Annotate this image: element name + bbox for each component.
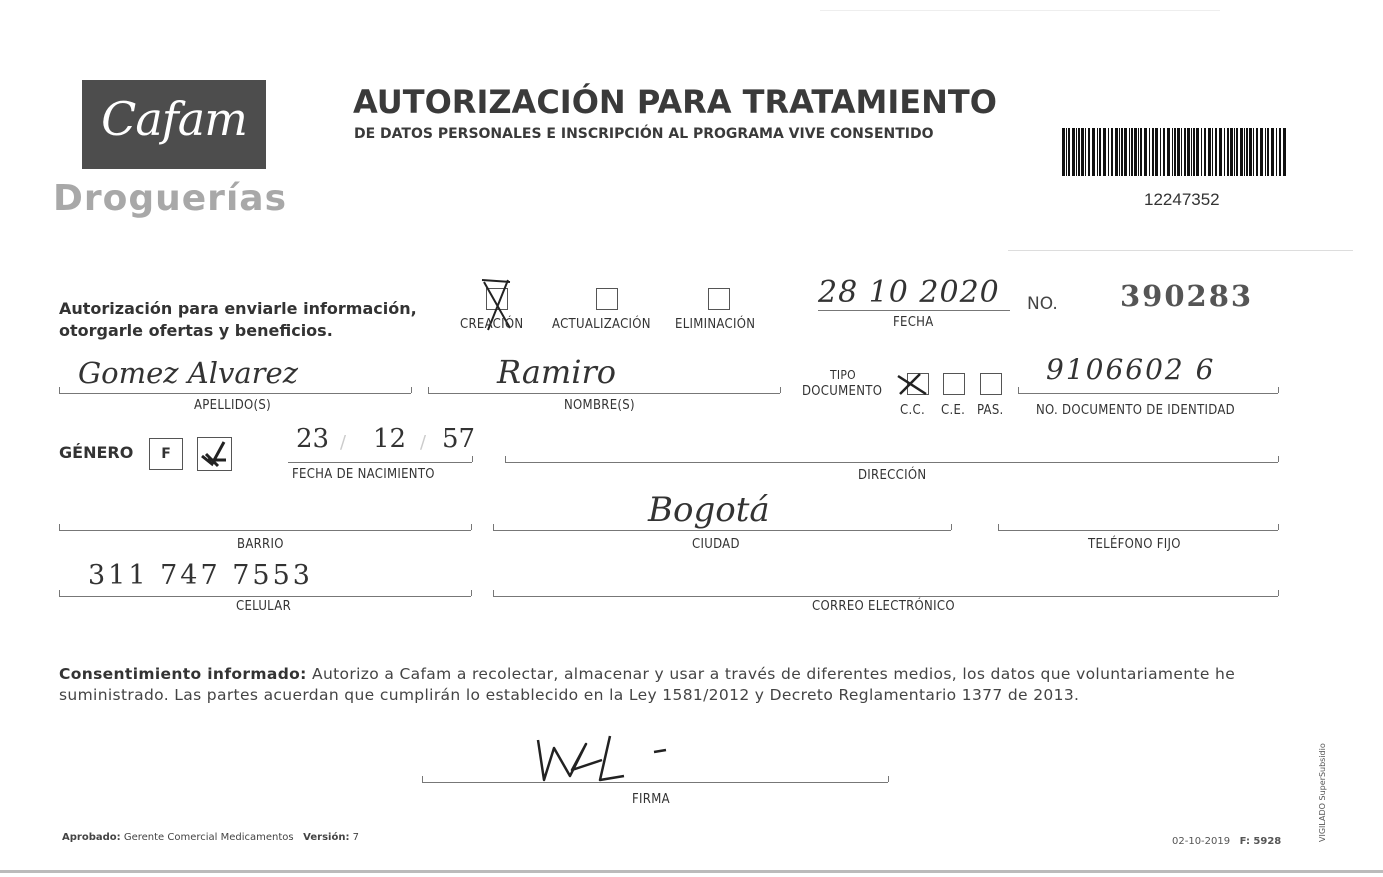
- nacimiento-year: 57: [442, 424, 476, 454]
- ciudad-underline: [493, 530, 951, 531]
- telefono-label: TELÉFONO FIJO: [1088, 537, 1181, 552]
- nacimiento-month: 12: [373, 424, 407, 454]
- nombres-label: NOMBRE(S): [564, 398, 635, 413]
- field-tick: [780, 387, 781, 393]
- celular-label: CELULAR: [236, 599, 292, 614]
- genero-f-box[interactable]: F: [149, 438, 183, 470]
- tipo-label: TIPO: [830, 368, 856, 382]
- field-tick: [59, 524, 60, 530]
- nacimiento-underline: [288, 462, 472, 463]
- nombres-value: Ramiro: [497, 353, 617, 391]
- barrio-underline: [59, 530, 471, 531]
- consent-lead: Consentimiento informado:: [59, 665, 307, 683]
- field-tick: [493, 590, 494, 596]
- authorization-text-line2: otorgarle ofertas y beneficios.: [59, 321, 333, 340]
- barcode-number: 12247352: [1144, 190, 1220, 209]
- apellidos-value: Gomez Alvarez: [78, 356, 298, 390]
- consent-text: Autorizo a Cafam a recolectar, almacenar y usar a través de diferentes medios, los datos que voluntariamente he suministrado. Las partes acuerdan que cumplirán lo establecido en la Ley 1581/2012 y Decreto Reglamentario 1377 de 2013.: [59, 665, 1236, 704]
- field-tick: [411, 387, 412, 393]
- aprobado-value: Gerente Comercial Medicamentos: [123, 832, 294, 843]
- barcode-image: [1062, 128, 1288, 176]
- nacimiento-label: FECHA DE NACIMIENTO: [292, 467, 435, 482]
- footer-date-code: 02-10-2019: [1172, 836, 1231, 847]
- apellidos-underline: [59, 393, 411, 394]
- field-tick: [472, 456, 473, 462]
- version-value: 7: [352, 832, 360, 843]
- footer-form-code: F: 5928: [1239, 836, 1282, 847]
- field-tick: [1018, 387, 1019, 393]
- ciudad-value: Bogotá: [648, 490, 770, 530]
- page-edge: [0, 870, 1383, 873]
- field-tick: [998, 524, 999, 530]
- field-tick: [1278, 456, 1279, 462]
- ciudad-label: CIUDAD: [692, 537, 740, 552]
- brand-subtitle: Droguerías: [53, 178, 287, 219]
- creacion-label: CREACIÓN: [460, 317, 524, 332]
- correo-underline: [493, 596, 1278, 597]
- signature-scribble: [530, 730, 680, 790]
- field-tick: [888, 776, 889, 782]
- cc-label: C.C.: [900, 403, 925, 418]
- form-subtitle: DE DATOS PERSONALES E INSCRIPCIÓN AL PROGRAMA VIVE CONSENTIDO: [354, 126, 934, 142]
- field-tick: [471, 590, 472, 596]
- field-tick: [471, 524, 472, 530]
- cc-check-mark: [896, 372, 930, 398]
- pas-label: PAS.: [977, 403, 1004, 418]
- doc-number-underline: [1018, 393, 1278, 394]
- scan-artifact-line: [820, 10, 1220, 11]
- nombres-underline: [428, 393, 780, 394]
- field-tick: [422, 776, 423, 782]
- date-separator: /: [420, 432, 427, 453]
- consent-paragraph: [59, 664, 1274, 706]
- authorization-text: [59, 298, 417, 342]
- fecha-underline: [818, 310, 1010, 311]
- version-label: Versión:: [303, 832, 350, 843]
- apellidos-label: APELLIDO(S): [194, 398, 271, 413]
- ce-label: C.E.: [941, 403, 966, 418]
- correo-label: CORREO ELECTRÓNICO: [812, 599, 955, 614]
- nacimiento-day: 23: [296, 424, 330, 454]
- fecha-value: 28 10 2020: [818, 275, 1000, 310]
- actualizacion-checkbox[interactable]: [596, 288, 618, 310]
- doc-number-value: 9106602 6: [1046, 353, 1216, 386]
- form-title: AUTORIZACIÓN PARA TRATAMIENTO: [353, 83, 997, 121]
- eliminacion-checkbox[interactable]: [708, 288, 730, 310]
- authorization-text-line1: Autorización para enviarle información,: [59, 299, 417, 318]
- footer-codes: [1172, 836, 1281, 847]
- telefono-underline: [998, 530, 1278, 531]
- scan-artifact-line: [1008, 250, 1353, 251]
- genero-m-check-mark: [198, 438, 230, 468]
- field-tick: [428, 387, 429, 393]
- ce-checkbox[interactable]: [943, 373, 965, 395]
- firma-label: FIRMA: [632, 792, 670, 807]
- date-separator: /: [340, 432, 347, 453]
- documento-label: DOCUMENTO: [802, 384, 883, 399]
- celular-value: 311 747 7553: [88, 560, 313, 591]
- celular-underline: [59, 596, 471, 597]
- direccion-underline: [505, 462, 1278, 463]
- field-tick: [1278, 387, 1279, 393]
- genero-label: GÉNERO: [59, 443, 134, 462]
- footer-approval: [62, 832, 359, 843]
- actualizacion-label: ACTUALIZACIÓN: [552, 317, 651, 332]
- barrio-label: BARRIO: [237, 537, 284, 552]
- form-number: 390283: [1120, 279, 1254, 313]
- pas-checkbox[interactable]: [980, 373, 1002, 395]
- field-tick: [951, 524, 952, 530]
- doc-number-label: NO. DOCUMENTO DE IDENTIDAD: [1036, 403, 1235, 418]
- cafam-logo: Cafam: [101, 92, 247, 146]
- firma-underline: [422, 782, 888, 783]
- field-tick: [505, 456, 506, 462]
- field-tick: [493, 524, 494, 530]
- field-tick: [1278, 590, 1279, 596]
- fecha-label: FECHA: [893, 315, 934, 330]
- eliminacion-label: ELIMINACIÓN: [675, 317, 756, 332]
- vigilado-seal: VIGILADO SuperSubsidio: [1318, 743, 1327, 842]
- field-tick: [59, 590, 60, 596]
- no-label: NO.: [1027, 294, 1058, 314]
- direccion-label: DIRECCIÓN: [858, 468, 927, 483]
- field-tick: [59, 387, 60, 393]
- field-tick: [1278, 524, 1279, 530]
- aprobado-label: Aprobado:: [62, 832, 121, 843]
